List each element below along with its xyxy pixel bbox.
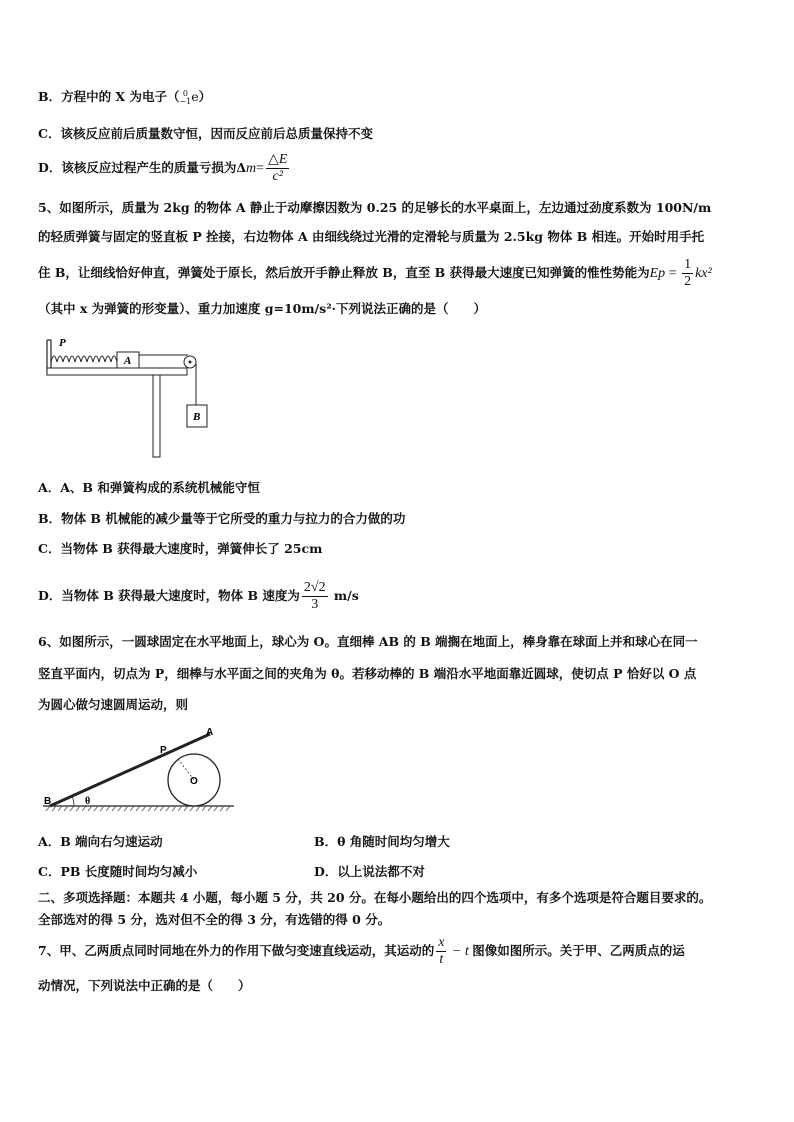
q6-label-o: O	[190, 776, 198, 787]
q6-option-c: C．PB 长度随时间均匀减小	[38, 864, 198, 879]
q5-stem-line3: 住 B，让细线恰好伸直，弹簧处于原长，然后放开手静止释放 B，直至 B 获得最大速度已知弹簧的惟性势能为Ep = $\frac{1}{2}$ kx²	[38, 257, 712, 289]
q6-option-b: B．θ 角随时间均匀增大	[314, 834, 450, 849]
q6-option-a: A．B 端向右匀速运动	[38, 834, 163, 849]
section2-instruction-line1: 二、多项选择题：本题共 4 小题，每小题 5 分，共 20 分。在每小题给出的四个选项中，有多个选项是符合题目要求的。	[38, 890, 712, 905]
q5-stem-line4: （其中 x 为弹簧的形变量）、重力加速度 g=10m/s²·下列说法正确的是（ ）	[38, 301, 487, 316]
q4-option-d: D．该核反应过程产生的质量亏损为Δm= $\frac{\triangle E}{\text{c²}}$	[38, 152, 288, 184]
q5-stem-line1: 5、如图所示，质量为 2kg 的物体 A 静止于动摩擦因数为 0.25 的足够长的水平桌面上，左边通过劲度系数为 100N/m	[38, 200, 712, 215]
q5-option-b: B．物体 B 机械能的减少量等于它所受的重力与拉力的合力做的功	[38, 511, 406, 526]
q4-d-fraction: $\frac{\triangle E}{\text{c²}}$	[268, 152, 288, 184]
q5-option-a: A．A、B 和弹簧构成的系统机械能守恒	[38, 480, 260, 495]
q5-stem-line2: 的轻质弹簧与固定的竖直板 P 拴接，右边物体 A 由细线绕过光滑的定滑轮与质量为 2.5kg 物体 B 相连。开始时用手托	[38, 229, 705, 244]
q6-stem-line1: 6、如图所示，一圆球固定在水平地面上，球心为 O。直细棒 AB 的 B 端搁在地面上，棒身靠在球面上并和球心在同一	[38, 634, 698, 649]
q4-option-c: C．该核反应前后质量数守恒，因而反应前后总质量保持不变	[38, 126, 373, 141]
q6-label-a: A	[206, 727, 214, 738]
q5-spring-figure	[40, 330, 220, 460]
q5-label-p: P	[59, 337, 66, 349]
q6-sphere-figure	[38, 722, 238, 822]
q6-label-b: B	[44, 796, 52, 807]
q5-option-d: D．当物体 B 获得最大速度时，物体 B 速度为 $\frac{2√2}{3}$ m/s	[38, 580, 359, 612]
q6-stem-line3: 为圆心做匀速圆周运动，则	[38, 697, 189, 712]
q6-stem-line2: 竖直平面内，切点为 P，细棒与水平面之间的夹角为 θ。若移动棒的 B 端沿水平地面靠近圆球，使切点 P 恰好以 O 点	[38, 666, 697, 681]
q7-stem-line2: 动情况，下列说法中正确的是（ ）	[38, 978, 251, 993]
q6-label-p: P	[160, 745, 167, 756]
q6-label-theta: θ	[85, 796, 91, 807]
q5-label-b: B	[193, 411, 201, 423]
q7-stem-line1: 7、甲、乙两质点同时同地在外力的作用下做匀变速直线运动，其运动的 $\frac{x}{t}$ − t 图像如图所示。关于甲、乙两质点的运	[38, 935, 685, 967]
q5-option-c: C．当物体 B 获得最大速度时，弹簧伸长了 25cm	[38, 541, 323, 556]
q6-option-d: D．以上说法都不对	[314, 864, 425, 879]
section2-instruction-line2: 全部选对的得 5 分，选对但不全的得 3 分，有选错的得 0 分。	[38, 912, 391, 927]
q5-label-a: A	[124, 355, 132, 367]
q4-option-b: B．方程中的 X 为电子（ 0 −1 e）	[38, 88, 212, 106]
